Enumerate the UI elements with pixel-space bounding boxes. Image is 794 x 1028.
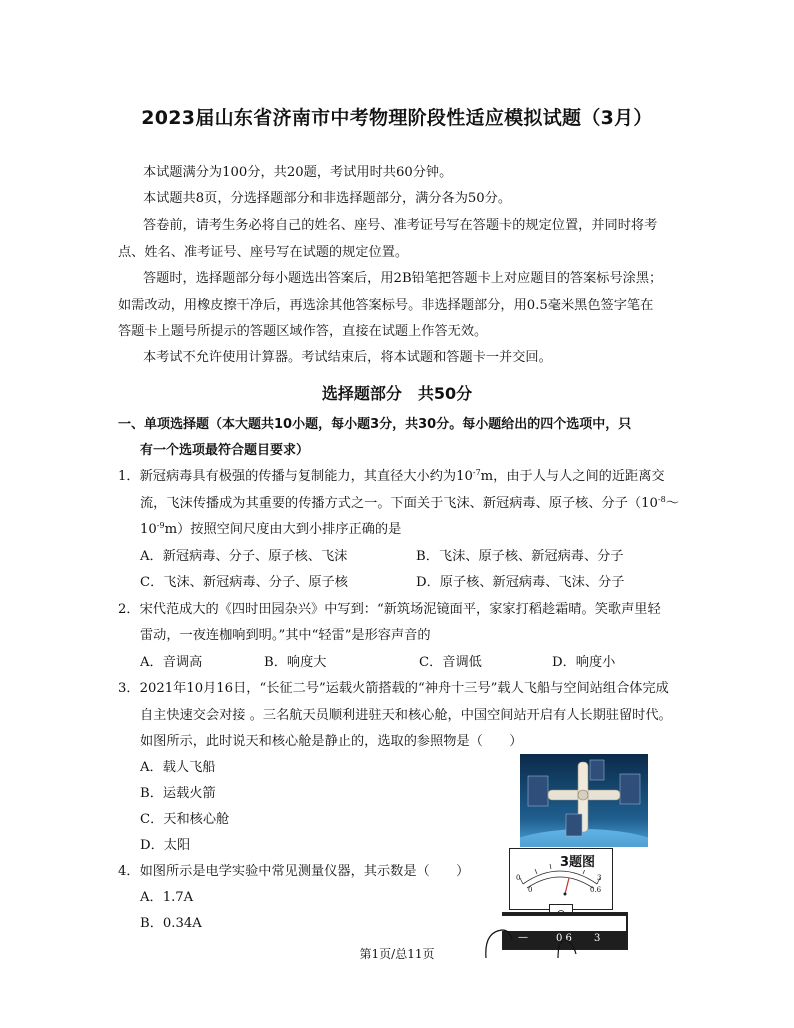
q1-line-2: 流，飞沫传播成为其重要的传播方式之一。下面关于飞沫、新冠病毒、原子核、分子（$10^{-8}\sim$ bbox=[140, 495, 679, 511]
terminal-0-6: 0.6 bbox=[556, 933, 572, 944]
q1-option-d: D．原子核、新冠病毒、飞沫、分子 bbox=[416, 575, 625, 590]
instruction-line: 本试题满分为100分，共20题，考试用时共60分钟。 bbox=[143, 165, 453, 180]
figure-caption: 3题图 bbox=[558, 851, 597, 870]
q2-line-1: 2．宋代范成大的《四时田园杂兴》中写到：“新筑场泥镜面平，家家打稻趁霜晴。笑歌声里轻 bbox=[118, 602, 661, 617]
instruction-line: 答卷前，请考生务必将自己的姓名、座号、准考证号写在答题卡的规定位置，并同时将考 bbox=[143, 218, 658, 233]
q1-option-b: B．飞沫、原子核、新冠病毒、分子 bbox=[416, 549, 624, 564]
page-title: 2023届山东省济南市中考物理阶段性适应模拟试题（3月） bbox=[141, 107, 653, 129]
q3-option-d: D．太阳 bbox=[140, 838, 191, 853]
q3-line-2: 自主快速交会对接 。三名航天员顺利进驻天和核心舱，中国空间站开启有人长期驻留时代。 bbox=[140, 708, 672, 723]
q1-option-a: A．新冠病毒、分子、原子核、飞沫 bbox=[140, 549, 348, 564]
q2-option-a: A．音调高 bbox=[140, 655, 203, 670]
q3-line-3: 如图所示，此时说天和核心舱是静止的，选取的参照物是（ ） bbox=[140, 734, 523, 749]
q3-option-a: A．载人飞船 bbox=[140, 760, 216, 775]
meter-scale-left-2: 0 bbox=[528, 886, 533, 894]
q2-line-2: 雷动，一夜连枷响到明。”其中“轻雷”是形容声音的 bbox=[140, 628, 431, 643]
q1-option-c: C．飞沫、新冠病毒、分子、原子核 bbox=[140, 575, 348, 590]
q4-option-a: A．1.7A bbox=[140, 890, 194, 905]
instruction-line: 答题卡上题号所提示的答题区域作答，直接在试题上作答无效。 bbox=[118, 324, 488, 339]
section-title: 选择题部分 共50分 bbox=[321, 384, 473, 403]
q1-line-3: $10^{-9}m$）按照空间尺度由大到小排序正确的是 bbox=[140, 521, 402, 537]
meter-scale-right: 3 bbox=[597, 874, 602, 882]
instruction-line: 如需改动，用橡皮擦干净后，再选涂其他答案标号。非选择题部分，用0.5毫米黑色签字笔在 bbox=[118, 298, 654, 313]
terminal-negative: — bbox=[518, 932, 528, 943]
space-station-image bbox=[520, 754, 648, 847]
instruction-line: 点、姓名、准考证号、座号写在试题的规定位置。 bbox=[118, 245, 409, 260]
q2-option-d: D．响度小 bbox=[552, 655, 616, 670]
meter-scale-right-2: 0.6 bbox=[590, 886, 602, 894]
q1-line-1: 1．新冠病毒具有极强的传播与复制能力，其直径大小约为$10^{-7}m$，由于人与人之间的近距离交 bbox=[118, 468, 665, 484]
q2-option-c: C．音调低 bbox=[419, 655, 482, 670]
q2-option-b: B．响度大 bbox=[264, 655, 327, 670]
q3-line-1: 3．2021年10月16日，“长征二号”运载火箭搭载的“神舟十三号”载人飞船与空间站组合体完成 bbox=[118, 681, 669, 696]
q3-option-b: B．运载火箭 bbox=[140, 786, 216, 801]
q4-line-1: 4．如图所示是电学实验中常见测量仪器，其示数是（ ） bbox=[118, 864, 470, 879]
instruction-line: 答题时，选择题部分每小题选出答案后，用2B铅笔把答题卡上对应题目的答案标号涂黑； bbox=[143, 271, 663, 286]
q3-option-c: C．天和核心舱 bbox=[140, 812, 230, 827]
instruction-line: 本考试不允许使用计算器。考试结束后，将本试题和答题卡一并交回。 bbox=[143, 350, 552, 365]
q4-option-b: B．0.34A bbox=[140, 916, 202, 931]
meter-scale-left: 0 bbox=[516, 874, 521, 882]
terminal-3: 3 bbox=[594, 933, 601, 944]
part1-heading: 一、单项选择题（本大题共10小题，每小题3分，共30分。每小题给出的四个选项中，只 bbox=[118, 417, 632, 432]
instruction-line: 本试题共8页，分选择题部分和非选择题部分，满分各为50分。 bbox=[143, 191, 512, 206]
part1-heading-cont: 有一个选项最符合题目要求） bbox=[140, 443, 310, 458]
page-footer: 第1页/总11页 bbox=[359, 947, 435, 961]
